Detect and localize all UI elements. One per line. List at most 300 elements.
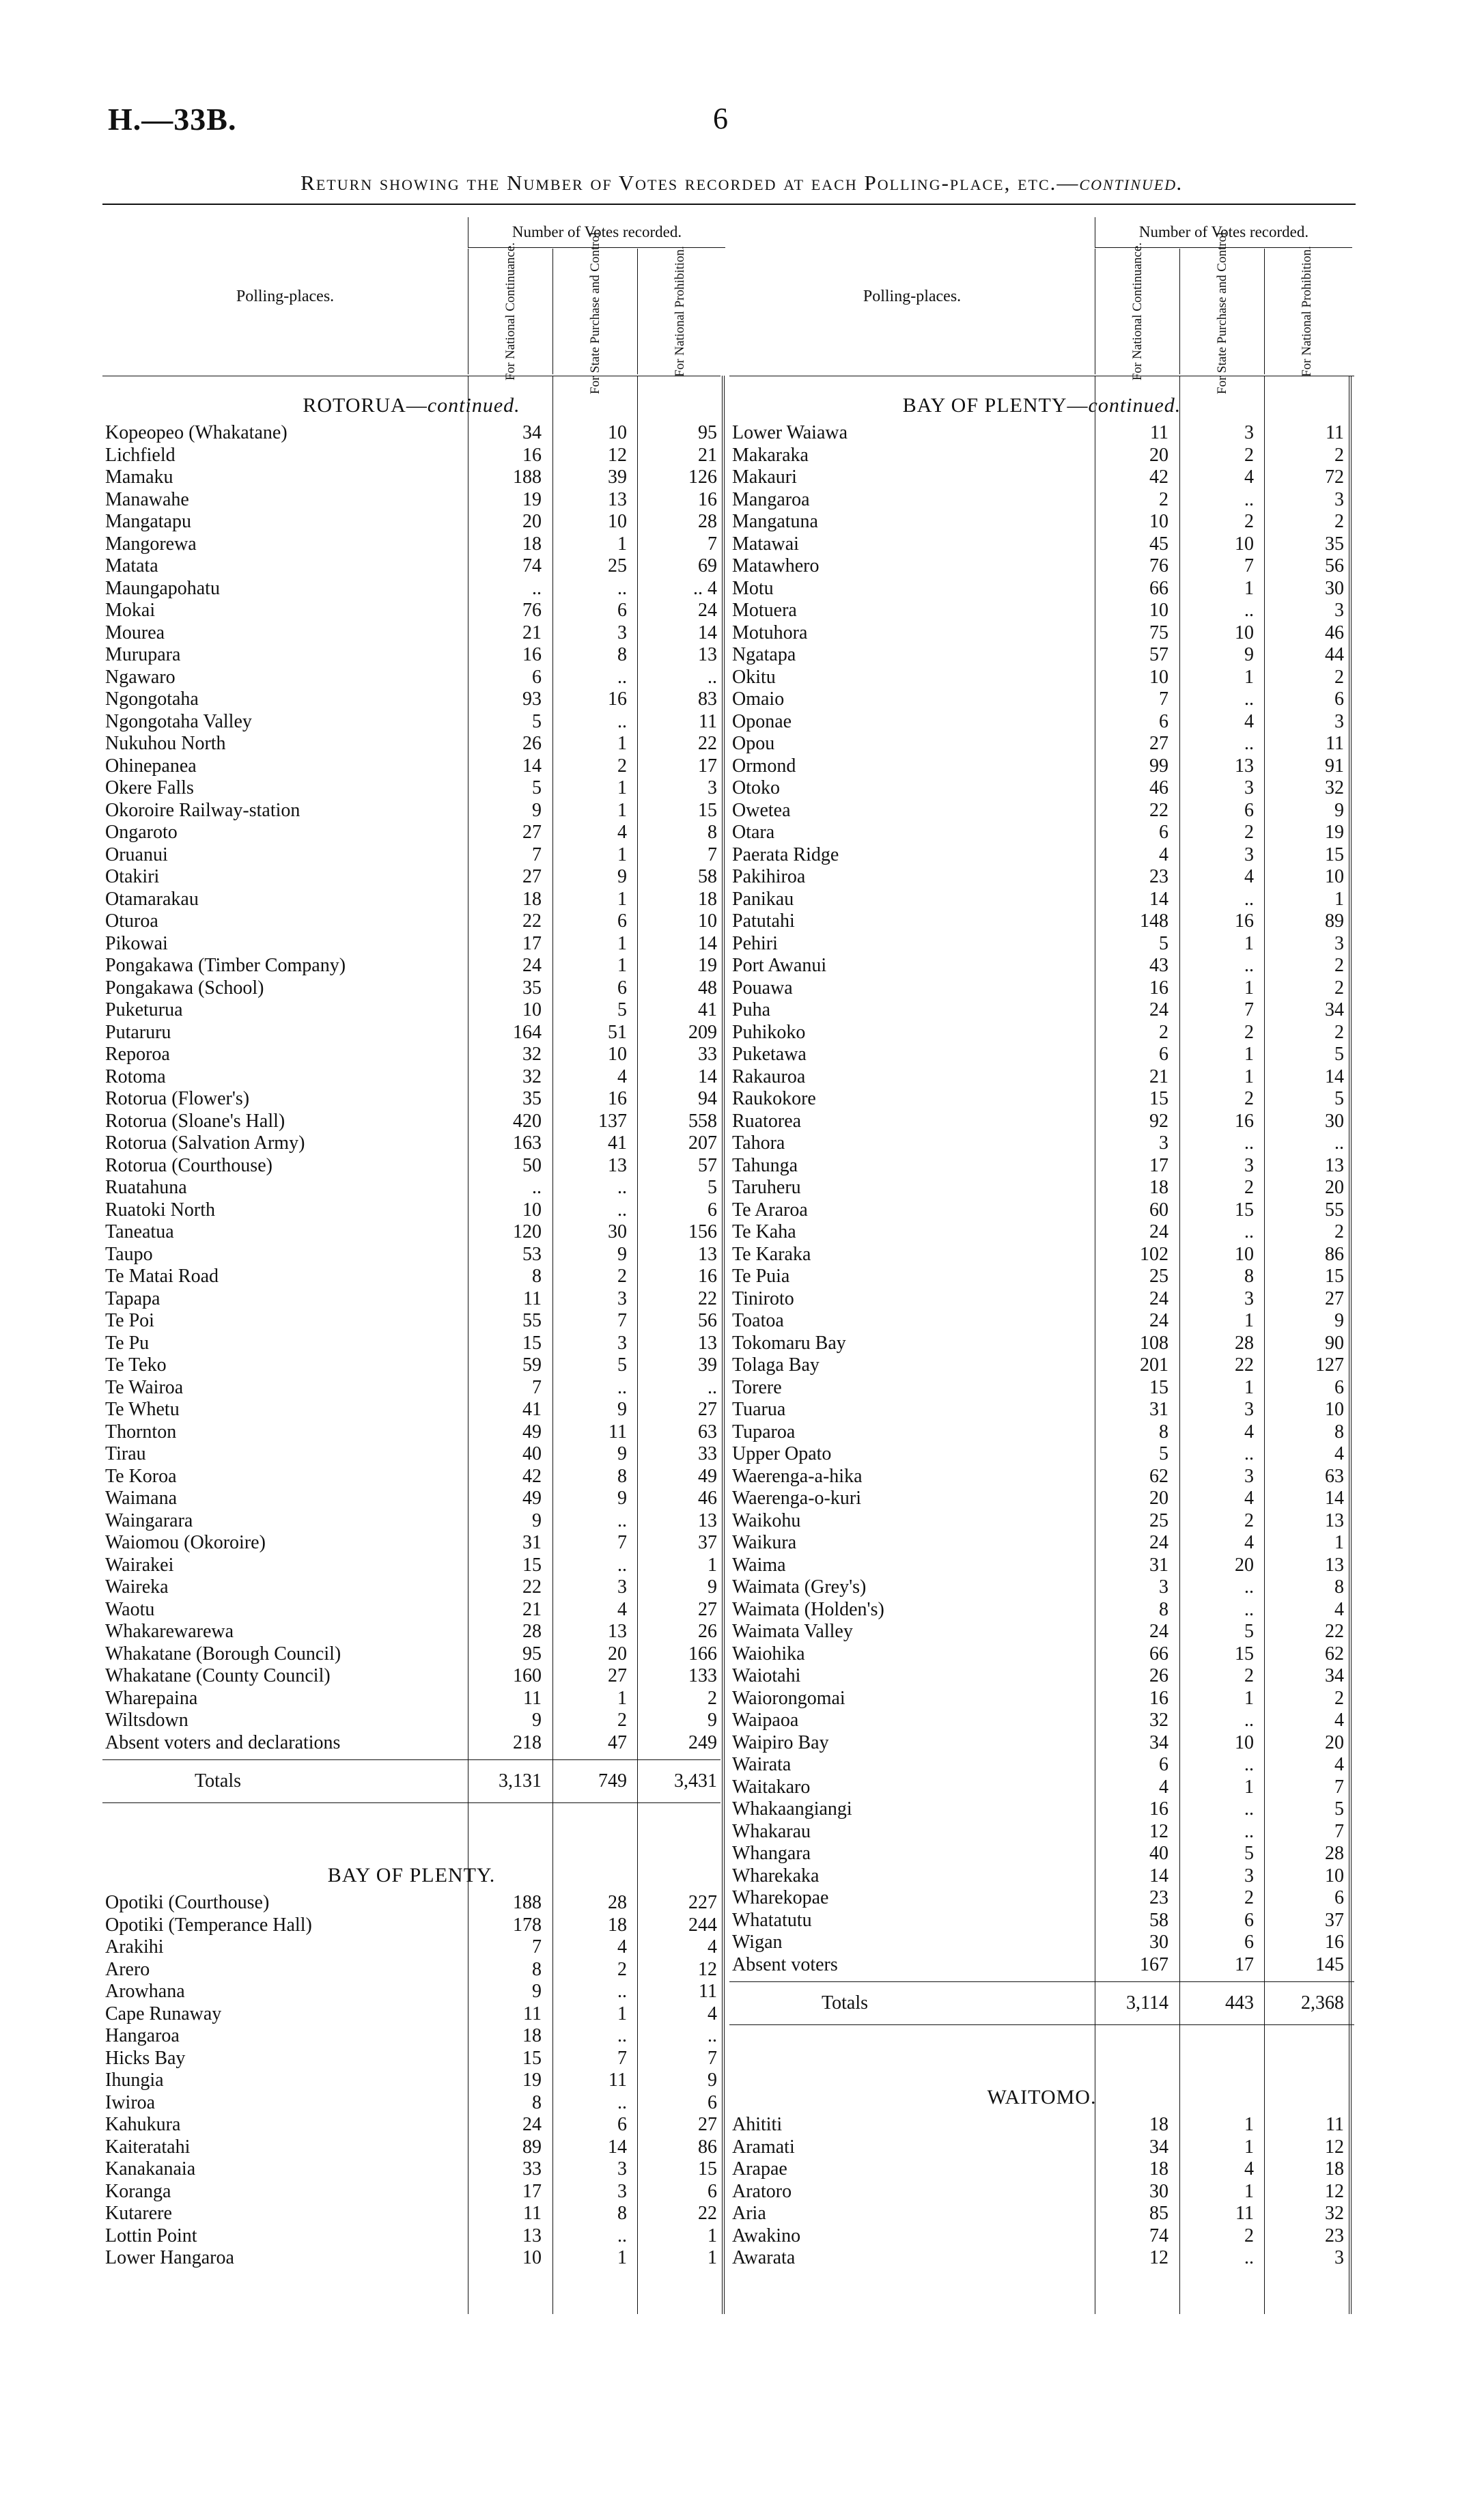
national-continuance-votes: 76 (1149, 555, 1168, 576)
state-purchase-votes: 13 (1235, 755, 1254, 777)
national-continuance-votes: 45 (1149, 533, 1168, 555)
table-row (729, 1310, 1354, 1333)
national-prohibition-votes: 3 (708, 777, 717, 798)
polling-place-name: Lower Hangaroa (105, 2247, 234, 2268)
polling-place-name: Ohinepanea (105, 755, 197, 777)
state-purchase-votes: 1 (617, 777, 627, 798)
polling-place-name: Lottin Point (105, 2225, 197, 2246)
state-purchase-votes: 39 (608, 466, 627, 488)
state-purchase-votes: 15 (1235, 1199, 1254, 1221)
national-prohibition-votes: 6 (708, 2180, 717, 2202)
table-row (729, 2158, 1354, 2181)
table-row (102, 578, 720, 600)
national-prohibition-votes: 8 (708, 822, 717, 843)
national-prohibition-votes: 19 (1325, 822, 1344, 843)
national-prohibition-votes: .. (708, 1376, 717, 1398)
national-continuance-votes: 26 (522, 733, 542, 754)
state-purchase-votes: 13 (608, 1154, 627, 1176)
national-continuance-votes: 66 (1149, 1643, 1168, 1665)
national-prohibition-votes: 4 (708, 2003, 717, 2024)
national-prohibition-votes: 3 (1334, 488, 1344, 510)
state-purchase-votes: 3 (1244, 1865, 1254, 1886)
state-purchase-votes: 51 (608, 1021, 627, 1043)
national-continuance-votes: 53 (522, 1243, 542, 1265)
state-purchase-votes: 22 (1235, 1354, 1254, 1376)
section-title-italic: continued. (1088, 394, 1181, 417)
national-continuance-votes: 55 (522, 1310, 542, 1331)
national-prohibition-votes: 18 (1325, 2158, 1344, 2179)
polling-place-name: Tiniroto (732, 1287, 794, 1309)
polling-place-name: Te Karaka (732, 1243, 811, 1265)
polling-place-name: Ihungia (105, 2070, 164, 2091)
national-continuance-votes: 6 (532, 666, 542, 688)
polling-place-name: Te Pu (105, 1332, 150, 1354)
column-header-c1 (468, 242, 553, 381)
national-continuance-votes: 43 (1149, 955, 1168, 976)
section-title: WAITOMO. (987, 2086, 1097, 2108)
table-row (729, 555, 1354, 578)
table-row (729, 667, 1354, 689)
state-purchase-votes: 4 (617, 1936, 627, 1958)
section-title: ROTORUA— (303, 394, 428, 417)
national-continuance-votes: 30 (1149, 1932, 1168, 1953)
polling-place-name: Otara (732, 822, 775, 843)
national-prohibition-votes: 22 (698, 2203, 717, 2224)
polling-place-name: Matata (105, 555, 158, 576)
table-row (102, 1199, 720, 1222)
national-continuance-votes: 31 (1149, 1554, 1168, 1576)
national-prohibition-votes: 6 (708, 1199, 717, 1221)
table-row (102, 1688, 720, 1710)
polling-place-name: Tirau (105, 1443, 146, 1464)
national-continuance-votes: 99 (1149, 755, 1168, 777)
national-continuance-votes: 59 (522, 1354, 542, 1376)
polling-place-name: Oponae (732, 710, 792, 732)
polling-places-header: Polling-places. (863, 287, 962, 305)
table-row (102, 1132, 720, 1155)
polling-place-name: Otamarakau (105, 888, 199, 910)
state-purchase-votes: 4 (617, 822, 627, 843)
national-prohibition-votes: 55 (1325, 1199, 1344, 1221)
state-purchase-votes: 1 (1244, 2136, 1254, 2158)
state-purchase-votes: 28 (1235, 1332, 1254, 1354)
state-purchase-votes: .. (617, 1554, 627, 1576)
national-continuance-votes: 17 (1149, 1154, 1168, 1176)
national-continuance-votes: 35 (522, 977, 542, 999)
national-continuance-votes: 95 (522, 1643, 542, 1665)
state-purchase-votes: 3 (1244, 1399, 1254, 1420)
national-continuance-votes: 20 (1149, 444, 1168, 466)
table-row (729, 578, 1354, 600)
national-prohibition-votes: 5 (1334, 1088, 1344, 1109)
polling-place-name: Toatoa (732, 1310, 784, 1331)
national-prohibition-votes: 20 (1325, 1731, 1344, 1753)
national-continuance-votes: 3 (1159, 1576, 1168, 1598)
state-purchase-votes: 4 (617, 1066, 627, 1087)
national-continuance-votes: 24 (1149, 1310, 1168, 1331)
state-purchase-votes: 47 (608, 1731, 627, 1753)
polling-place-name: Opotiki (Temperance Hall) (105, 1914, 312, 1936)
polling-place-name: Puketawa (732, 1044, 807, 1065)
national-continuance-votes: 93 (522, 688, 542, 710)
title-italic: continued. (1079, 171, 1184, 195)
state-purchase-votes: .. (617, 2025, 627, 2046)
state-purchase-votes: 2 (1244, 1021, 1254, 1043)
national-continuance-votes: 7 (532, 1376, 542, 1398)
polling-place-name: Aria (732, 2203, 766, 2224)
state-purchase-votes: 16 (608, 1088, 627, 1109)
polling-place-name: Tapapa (105, 1287, 160, 1309)
table-row (729, 489, 1354, 512)
state-purchase-votes: 28 (608, 1892, 627, 1913)
table-row (729, 1177, 1354, 1199)
table-row (729, 2181, 1354, 2203)
table-row (729, 1821, 1354, 1843)
table-row (102, 1399, 720, 1421)
polling-place-name: Waikura (732, 1532, 797, 1553)
polling-place-name: Aratoro (732, 2180, 792, 2202)
national-continuance-votes: 9 (532, 1509, 542, 1531)
table-row (102, 1959, 720, 1981)
table-row (102, 1066, 720, 1089)
state-purchase-votes: .. (1244, 733, 1254, 754)
polling-place-name: Okoroire Railway-station (105, 799, 300, 821)
national-continuance-votes: 92 (1149, 1110, 1168, 1132)
state-purchase-votes: 6 (617, 2114, 627, 2135)
table-row (729, 1466, 1354, 1488)
table-row (102, 1488, 720, 1510)
national-continuance-votes: 11 (523, 2203, 542, 2224)
state-purchase-votes: .. (1244, 2247, 1254, 2268)
national-prohibition-votes: 13 (698, 1243, 717, 1265)
national-continuance-votes: 25 (1149, 1266, 1168, 1287)
table-row (102, 688, 720, 711)
national-prohibition-votes: 56 (698, 1310, 717, 1331)
national-prohibition-votes: 12 (1325, 2180, 1344, 2202)
state-purchase-votes: 13 (608, 1621, 627, 1642)
table-row (729, 1111, 1354, 1133)
table-row (729, 600, 1354, 622)
state-purchase-votes: 16 (1235, 910, 1254, 932)
state-purchase-votes: 8 (617, 1465, 627, 1487)
state-purchase-votes: 20 (608, 1643, 627, 1665)
state-purchase-votes: .. (617, 1199, 627, 1221)
table-row (729, 1710, 1354, 1732)
national-prohibition-votes: 207 (688, 1132, 717, 1154)
national-continuance-votes: 10 (1149, 666, 1168, 688)
state-purchase-votes: 1 (1244, 666, 1254, 688)
table-row (729, 822, 1354, 844)
polling-place-name: Wigan (732, 1932, 783, 1953)
state-purchase-votes: .. (617, 1177, 627, 1198)
national-prohibition-votes: 48 (698, 977, 717, 999)
national-prohibition-votes: 16 (698, 488, 717, 510)
state-purchase-votes: 2 (1244, 1088, 1254, 1109)
table-row (729, 1443, 1354, 1466)
table-row (729, 1132, 1354, 1155)
polling-place-name: Waiotahi (732, 1665, 801, 1686)
state-purchase-votes: 16 (608, 688, 627, 710)
state-purchase-votes: 3 (617, 2158, 627, 2179)
national-prohibition-votes: 28 (1325, 1843, 1344, 1864)
table-row (729, 1555, 1354, 1577)
table-row (729, 1399, 1354, 1421)
national-continuance-votes: 17 (522, 2180, 542, 2202)
totals-prohibition: 3,431 (674, 1770, 717, 1792)
state-purchase-votes: 8 (1244, 1266, 1254, 1287)
polling-place-name: Ormond (732, 755, 796, 777)
national-continuance-votes: 12 (1149, 1820, 1168, 1842)
polling-place-name: Okitu (732, 666, 776, 688)
table-row (102, 667, 720, 689)
national-continuance-votes: 15 (522, 1332, 542, 1354)
national-prohibition-votes: 7 (1334, 1820, 1344, 1842)
state-purchase-votes: .. (1244, 1443, 1254, 1464)
table-row (102, 1377, 720, 1399)
national-continuance-votes: 74 (1149, 2225, 1168, 2246)
polling-place-name: Motuera (732, 600, 797, 621)
national-prohibition-votes: 10 (1325, 1399, 1344, 1420)
polling-place-name: Waerenga-a-hika (732, 1465, 863, 1487)
polling-place-name: Arapae (732, 2158, 787, 2179)
state-purchase-votes: 5 (1244, 1621, 1254, 1642)
national-continuance-votes: 27 (522, 822, 542, 843)
polling-place-name: Omaio (732, 688, 785, 710)
polling-place-name: Ngongotaha Valley (105, 710, 252, 732)
national-prohibition-votes: 27 (1325, 1287, 1344, 1309)
table-row (102, 1221, 720, 1244)
national-continuance-votes: 15 (1149, 1376, 1168, 1398)
table-row (729, 866, 1354, 889)
state-purchase-votes: 2 (617, 1710, 627, 1731)
polling-place-name: Opotiki (Courthouse) (105, 1892, 270, 1913)
national-continuance-votes: 34 (522, 422, 542, 443)
polling-place-name: Waiomou (Okoroire) (105, 1532, 266, 1553)
national-prohibition-votes: 13 (1325, 1554, 1344, 1576)
national-prohibition-votes: 2 (1334, 511, 1344, 532)
table-row (102, 2114, 720, 2136)
state-purchase-votes: 10 (608, 1044, 627, 1065)
national-prohibition-votes: 2 (1334, 1221, 1344, 1242)
state-purchase-votes: 5 (617, 999, 627, 1020)
polling-place-name: Matawai (732, 533, 799, 555)
national-prohibition-votes: 13 (698, 1509, 717, 1531)
national-continuance-votes: 21 (1149, 1066, 1168, 1087)
national-prohibition-votes: 2 (1334, 1021, 1344, 1043)
national-prohibition-votes: 17 (698, 755, 717, 777)
table-row (102, 600, 720, 622)
table-row (102, 2048, 720, 2070)
polling-place-name: Rotoma (105, 1066, 166, 1087)
national-continuance-votes: 6 (1159, 822, 1168, 843)
state-purchase-votes: 3 (1244, 422, 1254, 443)
national-prohibition-votes: 4 (1334, 1598, 1344, 1620)
table-row (729, 1155, 1354, 1178)
table-row (729, 1266, 1354, 1288)
polling-place-name: Pakihiroa (732, 866, 806, 887)
state-purchase-votes: 7 (617, 1532, 627, 1553)
column-label-c2: For State Purchase and Control. (1215, 228, 1229, 395)
polling-place-name: Absent voters and declarations (105, 1731, 341, 1753)
national-prohibition-votes: 8 (1334, 1576, 1344, 1598)
polling-place-name: Pongakawa (Timber Company) (105, 955, 346, 976)
national-continuance-votes: 8 (532, 1266, 542, 1287)
national-prohibition-votes: 2 (1334, 666, 1344, 688)
table-row (102, 2158, 720, 2181)
polling-place-name: Waimata (Holden's) (732, 1598, 884, 1620)
national-prohibition-votes: 90 (1325, 1332, 1344, 1354)
table-row (729, 1333, 1354, 1355)
national-prohibition-votes: 27 (698, 1598, 717, 1620)
national-continuance-votes: 12 (1149, 2247, 1168, 2268)
table-row (102, 445, 720, 467)
national-continuance-votes: 32 (1149, 1710, 1168, 1731)
national-continuance-votes: 32 (522, 1066, 542, 1087)
table-row (102, 1532, 720, 1555)
national-continuance-votes: 19 (522, 488, 542, 510)
national-prohibition-votes: 63 (698, 1421, 717, 1443)
state-purchase-votes: 14 (608, 2136, 627, 2158)
polling-place-name: Whakaangiangi (732, 1798, 852, 1820)
state-purchase-votes: 137 (598, 1110, 627, 1132)
national-prohibition-votes: 14 (1325, 1488, 1344, 1509)
state-purchase-votes: 15 (1235, 1643, 1254, 1665)
national-prohibition-votes: 3 (1334, 710, 1344, 732)
state-purchase-votes: .. (617, 577, 627, 599)
national-prohibition-votes: 4 (1334, 1710, 1344, 1731)
national-continuance-votes: 58 (1149, 1909, 1168, 1931)
polling-place-name: Waitakaro (732, 1776, 811, 1798)
polling-place-name: Mangorewa (105, 533, 197, 555)
national-continuance-votes: 18 (522, 533, 542, 555)
national-continuance-votes: 16 (522, 644, 542, 665)
national-continuance-votes: 18 (522, 2025, 542, 2046)
national-prohibition-votes: 49 (698, 1465, 717, 1487)
national-prohibition-votes: 15 (1325, 844, 1344, 865)
national-continuance-votes: 57 (1149, 644, 1168, 665)
national-prohibition-votes: 1 (1334, 888, 1344, 910)
polling-place-name: Oruanui (105, 844, 168, 865)
national-continuance-votes: 188 (513, 466, 542, 488)
table-row (102, 955, 720, 977)
national-continuance-votes: 89 (522, 2136, 542, 2158)
state-purchase-votes: 4 (1244, 710, 1254, 732)
polling-place-name: Kutarere (105, 2203, 172, 2224)
polling-place-name: Maungapohatu (105, 577, 220, 599)
national-prohibition-votes: .. (708, 2025, 717, 2046)
polling-place-name: Ongaroto (105, 822, 178, 843)
national-prohibition-votes: 72 (1325, 466, 1344, 488)
national-continuance-votes: 102 (1140, 1243, 1168, 1265)
national-continuance-votes: 108 (1140, 1332, 1168, 1354)
table-row (102, 977, 720, 1000)
national-prohibition-votes: 95 (698, 422, 717, 443)
national-continuance-votes: 19 (522, 2070, 542, 2091)
polling-place-name: Wharekopae (732, 1887, 829, 1908)
state-purchase-votes: 6 (1244, 1909, 1254, 1931)
national-continuance-votes: 20 (522, 511, 542, 532)
national-continuance-votes: 7 (532, 844, 542, 865)
table-row (102, 1421, 720, 1444)
table-row (102, 622, 720, 645)
state-purchase-votes: 13 (608, 488, 627, 510)
national-continuance-votes: 16 (1149, 977, 1168, 999)
polling-place-name: Tuparoa (732, 1421, 796, 1443)
table-row (729, 1377, 1354, 1399)
table-row (729, 1954, 1354, 1977)
national-continuance-votes: 24 (1149, 1532, 1168, 1553)
table-row (102, 999, 720, 1022)
national-continuance-votes: 4 (1159, 1776, 1168, 1798)
national-continuance-votes: 3 (1159, 1132, 1168, 1154)
national-continuance-votes: 76 (522, 600, 542, 621)
national-prohibition-votes: .. (708, 666, 717, 688)
national-continuance-votes: .. (532, 577, 542, 599)
table-row (102, 2070, 720, 2092)
polling-place-name: Rakauroa (732, 1066, 806, 1087)
table-row (102, 1555, 720, 1577)
table-row (102, 1621, 720, 1643)
table-row (102, 466, 720, 489)
polling-place-name: Putaruru (105, 1021, 171, 1043)
national-prohibition-votes: 22 (698, 1287, 717, 1309)
page-number: 6 (713, 102, 728, 135)
national-continuance-votes: 163 (513, 1132, 542, 1154)
national-prohibition-votes: 5 (1334, 1044, 1344, 1065)
totals-state-purchase: 749 (598, 1770, 627, 1792)
table-row (729, 1510, 1354, 1533)
polling-place-name: Te Araroa (732, 1199, 808, 1221)
polling-place-name: Ahititi (732, 2114, 783, 2135)
national-prohibition-votes: 27 (698, 2114, 717, 2135)
polling-place-name: Te Whetu (105, 1399, 180, 1420)
state-purchase-votes: .. (1244, 1132, 1254, 1154)
national-prohibition-votes: 16 (1325, 1932, 1344, 1953)
national-prohibition-votes: 9 (1334, 799, 1344, 821)
polling-place-name: Awarata (732, 2247, 796, 2268)
table-row (729, 2225, 1354, 2248)
polling-place-name: Murupara (105, 644, 181, 665)
column-label-c3: For National Prohibition. (1300, 246, 1314, 377)
column-header-c2 (552, 228, 638, 395)
table-row (729, 1199, 1354, 1222)
column-label-c1: For National Continuance. (1130, 242, 1145, 381)
state-purchase-votes: .. (617, 1376, 627, 1398)
state-purchase-votes: .. (1244, 1820, 1254, 1842)
polling-place-name: Makauri (732, 466, 797, 488)
state-purchase-votes: .. (617, 710, 627, 732)
national-prohibition-votes: 15 (698, 2158, 717, 2179)
table-row (102, 1155, 720, 1178)
column-header-c2 (1179, 228, 1265, 395)
table-row (729, 1621, 1354, 1643)
state-purchase-votes: 10 (1235, 533, 1254, 555)
state-purchase-votes: 1 (1244, 1687, 1254, 1709)
table-row (102, 777, 720, 800)
national-prohibition-votes: 2 (1334, 1687, 1344, 1709)
national-continuance-votes: 160 (513, 1665, 542, 1686)
national-continuance-votes: 27 (1149, 733, 1168, 754)
polling-place-name: Thornton (105, 1421, 177, 1443)
table-row (729, 1643, 1354, 1666)
state-purchase-votes: 9 (617, 1488, 627, 1509)
national-continuance-votes: 8 (532, 2091, 542, 2113)
national-continuance-votes: 24 (522, 2114, 542, 2135)
table-row (729, 466, 1354, 489)
state-purchase-votes: .. (1244, 1221, 1254, 1242)
national-continuance-votes: 10 (522, 2247, 542, 2268)
votes-group-header: Number of Votes recorded. (1095, 217, 1352, 248)
